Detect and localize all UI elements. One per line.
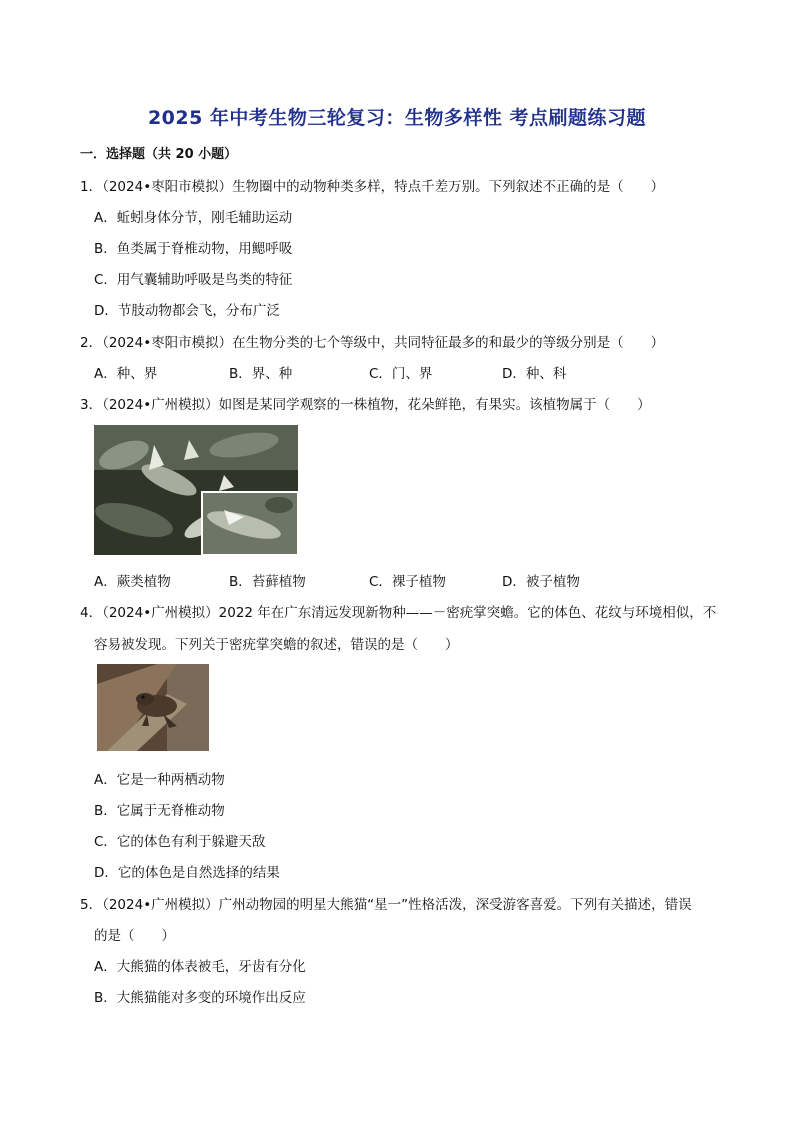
frog-photo	[97, 664, 209, 751]
question-4-stem-line-2: 容易被发现。下列关于密疣掌突蟾的叙述，错误的是（ ）	[94, 637, 459, 653]
question-2-option-b: B．界、种	[229, 366, 293, 382]
question-2-option-a: A．种、界	[94, 366, 158, 382]
question-4-option-b: B．它属于无脊椎动物	[94, 803, 225, 819]
plant-photo	[94, 425, 298, 555]
section-heading: 一．选择题（共 20 小题）	[80, 147, 238, 162]
question-3-stem: 3．（2024•广州模拟）如图是某同学观察的一株植物，花朵鲜艳，有果实。该植物属于（ ）	[80, 397, 651, 413]
question-1-option-b: B．鱼类属于脊椎动物，用鳃呼吸	[94, 241, 293, 257]
question-1-stem: 1．（2024•枣阳市模拟）生物圈中的动物种类多样，特点千差万别。下列叙述不正确的是（ ）	[80, 179, 665, 195]
question-5-stem-line-2: 的是（ ）	[94, 928, 175, 944]
question-3-option-c: C．裸子植物	[369, 574, 446, 590]
question-5-option-b: B．大熊猫能对多变的环境作出反应	[94, 990, 306, 1006]
question-3-option-b: B．苔藓植物	[229, 574, 306, 590]
question-4-option-c: C．它的体色有利于躲避天敌	[94, 834, 266, 850]
question-1-option-a: A．蚯蚓身体分节，刚毛辅助运动	[94, 210, 293, 226]
question-2-option-c: C．门、界	[369, 366, 433, 382]
question-4-option-a: A．它是一种两栖动物	[94, 772, 225, 788]
question-4-option-d: D．它的体色是自然选择的结果	[94, 865, 280, 881]
question-3-option-a: A．蕨类植物	[94, 574, 171, 590]
document-title: 2025 年中考生物三轮复习：生物多样性 考点刷题练习题	[147, 107, 647, 129]
question-1-option-d: D．节肢动物都会飞，分布广泛	[94, 303, 280, 319]
question-3-option-d: D．被子植物	[502, 574, 580, 590]
question-5-stem-line-1: 5．（2024•广州模拟）广州动物园的明星大熊猫“星一”性格活泼，深受游客喜爱。下列有关描述，错误	[80, 897, 692, 913]
question-4-stem-line-1: 4．（2024•广州模拟）2022 年在广东清远发现新物种——－密疣掌突蟾。它的体色、花纹与环境相似，不	[80, 605, 717, 621]
question-2-options	[94, 362, 654, 382]
question-2-option-d: D．种、科	[502, 366, 567, 382]
question-5-option-a: A．大熊猫的体表被毛，牙齿有分化	[94, 959, 306, 975]
question-2-stem: 2．（2024•枣阳市模拟）在生物分类的七个等级中，共同特征最多的和最少的等级分别是（ ）	[80, 335, 665, 351]
question-3-options	[94, 570, 654, 590]
question-1-option-c: C．用气囊辅助呼吸是鸟类的特征	[94, 272, 293, 288]
